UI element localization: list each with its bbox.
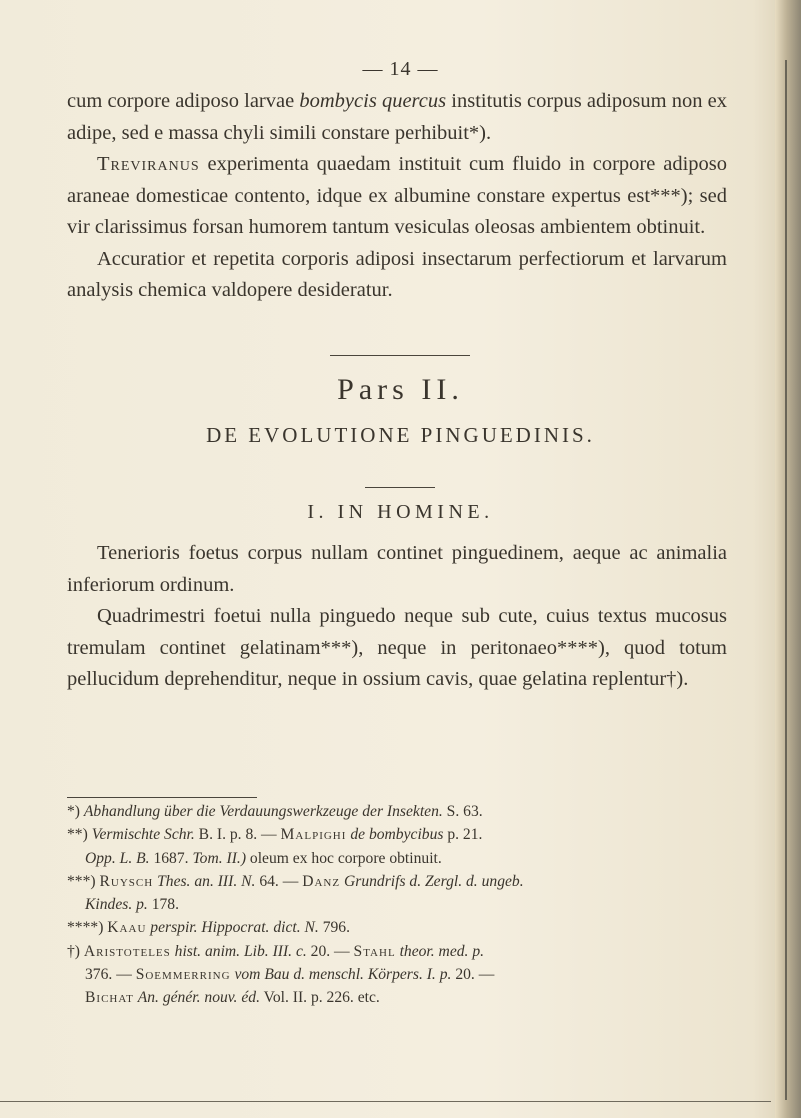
paragraph-5: Quadrimestri foetui nulla pinguedo neque sub cute, cuius textus mucosus tremulam continet gelatinam***), neque in peritonaeo****), quod totum pellucidum deprehenditur, neque in ossium cavis, quae gelatina replentur†). xyxy=(67,605,727,690)
footnote-5-continued-2: Bichat An. génér. nouv. éd. Vol. II. p. 226. etc. xyxy=(85,989,380,1007)
paragraph-3: Accuratior et repetita corporis adiposi insectarum perfectiorum et larvarum analysis chemica valdopere desideratur. xyxy=(67,247,727,301)
page-number: — 14 — xyxy=(362,58,439,80)
section-title: DE EVOLUTIONE PINGUEDINIS. xyxy=(206,423,595,447)
footnote-2: **) Vermischte Schr. B. I. p. 8. — Malpighi de bombycibus p. 21. xyxy=(67,826,483,844)
pars-heading: Pars II. xyxy=(337,373,464,406)
footnote-2-continued: Opp. L. B. 1687. Tom. II.) oleum ex hoc corpore obtinuit. xyxy=(85,849,442,867)
paragraph-2: Treviranus experimenta quaedam instituit cum fluido in corpore adiposo araneae domesticae contento, idque ex albumine constare expertus est***); sed vir clarissimus forsan humorem tantum vesiculas oleosas ambientem obtinuit. xyxy=(67,153,727,238)
binding-line xyxy=(785,60,787,1100)
footnote-5: †) Aristoteles hist. anim. Lib. III. c. 20. — Stahl theor. med. p. xyxy=(67,942,485,960)
body-text-top xyxy=(67,86,727,307)
section-rule-top xyxy=(330,355,470,356)
footnote-1: *) Abhandlung über die Verdauungswerkzeuge der Insekten. S. 63. xyxy=(67,803,483,820)
footnote-4: ****) Kaau perspir. Hippocrat. dict. N. 796. xyxy=(67,919,350,937)
page-edge-shadow xyxy=(775,0,801,1118)
footnote-5-continued: 376. — Soemmerring vom Bau d. menschl. Körpers. I. p. 20. — xyxy=(85,966,495,984)
body-text-bottom xyxy=(67,538,727,696)
paragraph-1: cum corpore adiposo larvae bombycis quercus institutis corpus adiposum non ex adipe, sed e massa chyli simili constare perhibuit*). xyxy=(67,90,727,144)
section-subtitle: I. IN HOMINE. xyxy=(307,501,494,523)
section-rule-middle xyxy=(365,487,435,488)
footnote-3-continued: Kindes. p. 178. xyxy=(85,896,179,914)
paragraph-4: Tenerioris foetus corpus nullam continet pinguedinem, aeque ac animalia inferiorum ordinum. xyxy=(67,542,727,596)
footnotes xyxy=(67,800,732,1010)
footnote-rule xyxy=(67,797,257,798)
bottom-border-line xyxy=(0,1101,771,1102)
footnote-3: ***) Ruysch Thes. an. III. N. 64. — Danz Grundrifs d. Zergl. d. ungeb. xyxy=(67,872,524,890)
